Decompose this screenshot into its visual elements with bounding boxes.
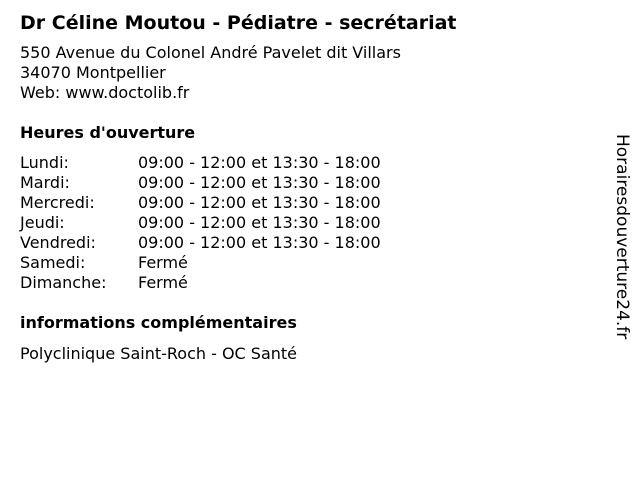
address-block bbox=[20, 43, 401, 103]
hours-time-value: 09:00 - 12:00 et 13:30 - 18:00 bbox=[138, 193, 381, 212]
address-web: Web: www.doctolib.fr bbox=[20, 83, 190, 102]
hours-row-monday bbox=[20, 153, 381, 173]
address-street: 550 Avenue du Colonel André Pavelet dit Villars bbox=[20, 43, 401, 62]
page-title: Dr Céline Moutou - Pédiatre - secrétariat bbox=[20, 12, 457, 34]
hours-day-label: Dimanche: bbox=[20, 273, 107, 292]
site-watermark: Horairesdouverture24.fr bbox=[612, 134, 632, 340]
hours-day-label: Vendredi: bbox=[20, 233, 96, 252]
hours-row-tuesday bbox=[20, 173, 381, 193]
additional-info-text: Polyclinique Saint-Roch - OC Santé bbox=[20, 344, 298, 363]
hours-day-label: Lundi: bbox=[20, 153, 69, 172]
opening-hours-heading: Heures d'ouverture bbox=[20, 123, 196, 142]
hours-time-value: Fermé bbox=[138, 273, 188, 292]
address-city: 34070 Montpellier bbox=[20, 63, 166, 82]
hours-row-friday bbox=[20, 233, 381, 253]
additional-info-heading: informations complémentaires bbox=[20, 313, 297, 332]
hours-row-thursday bbox=[20, 213, 381, 233]
opening-hours-table bbox=[20, 153, 381, 293]
hours-day-label: Mardi: bbox=[20, 173, 70, 192]
hours-time-value: 09:00 - 12:00 et 13:30 - 18:00 bbox=[138, 233, 381, 252]
hours-row-saturday bbox=[20, 253, 381, 273]
hours-day-label: Mercredi: bbox=[20, 193, 95, 212]
hours-time-value: 09:00 - 12:00 et 13:30 - 18:00 bbox=[138, 153, 381, 172]
hours-day-label: Jeudi: bbox=[20, 213, 65, 232]
hours-time-value: 09:00 - 12:00 et 13:30 - 18:00 bbox=[138, 213, 381, 232]
hours-time-value: Fermé bbox=[138, 253, 188, 272]
hours-row-wednesday bbox=[20, 193, 381, 213]
hours-row-sunday bbox=[20, 273, 381, 293]
hours-day-label: Samedi: bbox=[20, 253, 86, 272]
hours-time-value: 09:00 - 12:00 et 13:30 - 18:00 bbox=[138, 173, 381, 192]
